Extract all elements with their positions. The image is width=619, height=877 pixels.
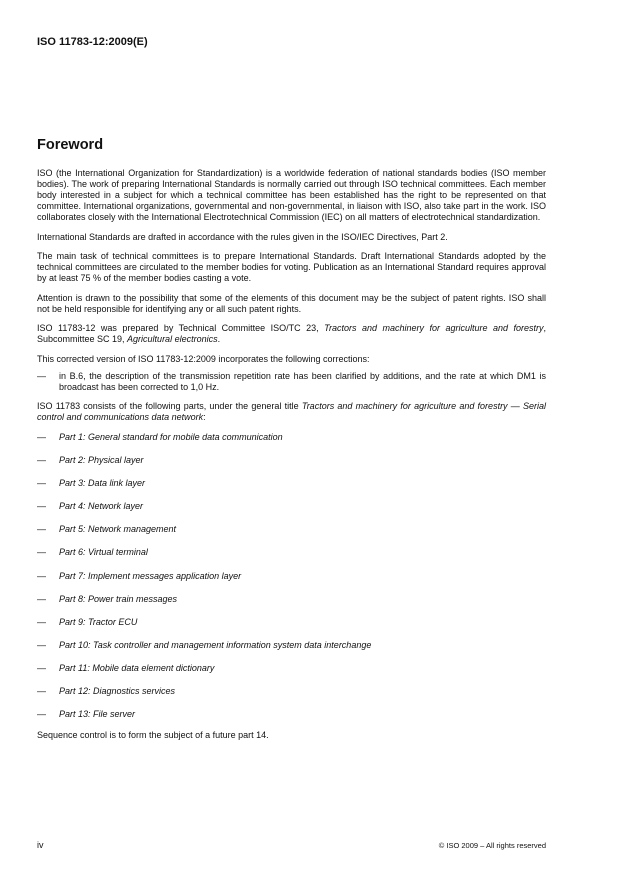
parts-list: [37, 432, 546, 720]
part-title: Part 7: Implement messages application layer: [59, 570, 242, 581]
page-number: iv: [37, 840, 44, 850]
part-title: Part 2: Physical layer: [59, 455, 144, 466]
dash-bullet: —: [37, 455, 46, 466]
part-title: Part 11: Mobile data element dictionary: [59, 662, 215, 673]
dash-bullet: —: [37, 616, 46, 627]
part-list-item: [37, 640, 546, 651]
paragraph-sequence-control: Sequence control is to form the subject of a future part 14.: [37, 730, 269, 741]
part-list-item: [37, 432, 546, 443]
paragraph-directives: International Standards are drafted in accordance with the rules given in the ISO/IEC Directives, Part 2.: [37, 231, 448, 242]
dash-bullet: —: [37, 478, 46, 489]
dash-bullet: —: [37, 570, 46, 581]
dash-bullet: —: [37, 370, 46, 381]
part-list-item: [37, 709, 546, 720]
part-list-item: [37, 571, 546, 582]
part-title: Part 5: Network management: [59, 524, 177, 535]
paragraph-iso-intro: ISO (the International Organization for Standardization) is a worldwide federation of national standards bodies (ISO member bodies). The work of preparing International Standards is normally carried out through ISO technical committees. Each member body interested in a subject for which a technical committee has been established has the right to be represented on that committee. International organizations, governmental and non-governmental, in liaison with ISO, also take part in the work. ISO collaborates closely with the International Electrotechnical Commission (IEC) on all matters of electrotechnical standardization.: [37, 168, 546, 222]
dash-bullet: —: [37, 686, 46, 697]
paragraph-main-task: The main task of technical committees is to prepare International Standards. Draft International Standards adopted by the technical committees are circulated to the member bodies for voting. Publication as an International Standard requires approval by at least 75 % of the member bodies casting a vote.: [37, 251, 546, 283]
part-title: Part 8: Power train messages: [59, 593, 178, 604]
part-title: Part 4: Network layer: [59, 501, 144, 512]
part-title: Part 3: Data link layer: [59, 478, 146, 489]
part-list-item: [37, 594, 546, 605]
correction-list-item: — in B.6, the description of the transmission repetition rate has been clarified by additions, and the rate at which DM1 is broadcast has been corrected to 1,0 Hz.: [37, 370, 546, 392]
dash-bullet: —: [37, 432, 46, 442]
paragraph-parts-intro: ISO 11783 consists of the following parts, under the general title Tractors and machinery for agriculture and forestry — Serial control and communications data network:: [37, 401, 547, 422]
dash-bullet: —: [37, 593, 46, 604]
dash-bullet: —: [37, 709, 46, 720]
part-title: Part 13: File server: [59, 709, 136, 720]
part-list-item: [37, 455, 546, 466]
foreword-body: [37, 168, 546, 750]
part-list-item: [37, 617, 546, 628]
part-list-item: [37, 663, 546, 674]
paragraph-patent-rights: Attention is drawn to the possibility that some of the elements of this document may be the subject of patent rights. ISO shall not be held responsible for identifying any or all such patent rights.: [37, 292, 546, 314]
part-title: Part 10: Task controller and management information system data interchange: [59, 639, 372, 650]
dash-bullet: —: [37, 662, 46, 673]
part-title: Part 12: Diagnostics services: [59, 686, 176, 697]
part-list-item: [37, 686, 546, 697]
copyright-notice: © ISO 2009 – All rights reserved: [438, 841, 546, 850]
part-list-item: [37, 501, 546, 512]
part-title: Part 1: General standard for mobile data communication: [59, 432, 283, 442]
paragraph-corrections-intro: This corrected version of ISO 11783-12:2009 incorporates the following corrections:: [37, 353, 370, 364]
part-list-item: [37, 478, 546, 489]
page-title: Foreword: [37, 137, 104, 153]
document-id-header: ISO 11783-12:2009(E): [37, 36, 148, 48]
part-list-item: [37, 547, 546, 558]
part-title: Part 9: Tractor ECU: [59, 616, 138, 627]
part-title: Part 6: Virtual terminal: [59, 547, 148, 558]
dash-bullet: —: [37, 524, 46, 535]
paragraph-prepared-by: ISO 11783-12 was prepared by Technical Committee ISO/TC 23, Tractors and machinery for agriculture and forestry, Subcommittee SC 19, Agricultural electronics.: [37, 323, 546, 344]
part-list-item: [37, 524, 546, 535]
dash-bullet: —: [37, 501, 46, 512]
dash-bullet: —: [37, 639, 46, 650]
dash-bullet: —: [37, 547, 46, 558]
